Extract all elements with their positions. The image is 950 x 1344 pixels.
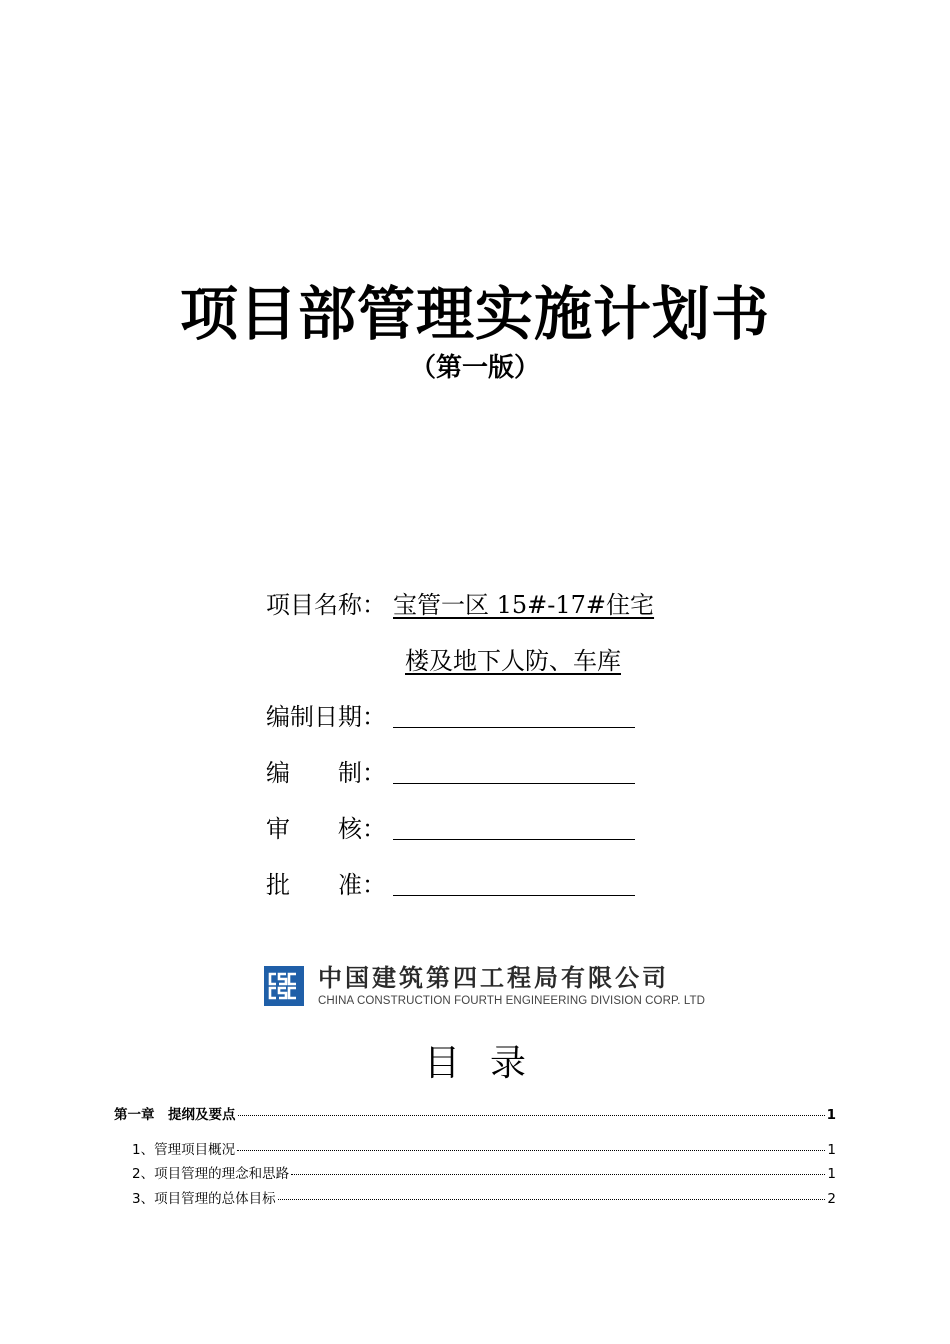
compiler-label: 编 制： [266, 759, 386, 787]
toc-entry-chapter-1[interactable] [114, 1106, 836, 1124]
date-label: 编制日期： [266, 703, 386, 731]
toc-entry-page: 1 [826, 1107, 836, 1123]
toc-leader-dots [237, 1150, 825, 1151]
toc-entry-page: 1 [827, 1166, 836, 1182]
toc-entry-label: 3、项目管理的总体目标 [132, 1191, 276, 1207]
project-name-label: 项目名称： [266, 591, 386, 619]
toc-title: 目录 [423, 1043, 556, 1084]
date-blank-line [393, 727, 635, 728]
toc-entry-page: 1 [827, 1142, 836, 1158]
document-subtitle: （第一版） [409, 353, 540, 383]
toc-entry-label: 第一章 提纲及要点 [114, 1107, 236, 1123]
project-name-value-line1: 宝管一区 15#-17#住宅 [393, 591, 655, 619]
toc-entry-label: 1、管理项目概况 [132, 1142, 236, 1158]
approver-blank-line [393, 895, 635, 896]
toc-leader-dots [278, 1199, 826, 1200]
document-title: 项目部管理实施计划书 [179, 280, 770, 348]
toc-entry-section-3[interactable] [132, 1190, 836, 1208]
project-name-value-line2: 楼及地下人防、车库 [405, 647, 621, 675]
reviewer-blank-line [393, 839, 635, 840]
toc-entry-section-1[interactable] [132, 1141, 836, 1159]
cscec-logo-icon [264, 966, 304, 1006]
toc-leader-dots [291, 1174, 825, 1175]
toc-entry-page: 2 [827, 1191, 836, 1207]
toc-entry-section-2[interactable] [132, 1165, 836, 1183]
reviewer-label: 审 核： [266, 815, 386, 843]
company-name-cn: 中国建筑第四工程局有限公司 [318, 964, 669, 992]
approver-label: 批 准： [266, 871, 386, 899]
toc-leader-dots [238, 1115, 825, 1116]
company-name-en: CHINA CONSTRUCTION FOURTH ENGINEERING DIVISION CORP. LTD [318, 995, 706, 1007]
compiler-blank-line [393, 783, 635, 784]
toc-entry-label: 2、项目管理的理念和思路 [132, 1166, 290, 1182]
